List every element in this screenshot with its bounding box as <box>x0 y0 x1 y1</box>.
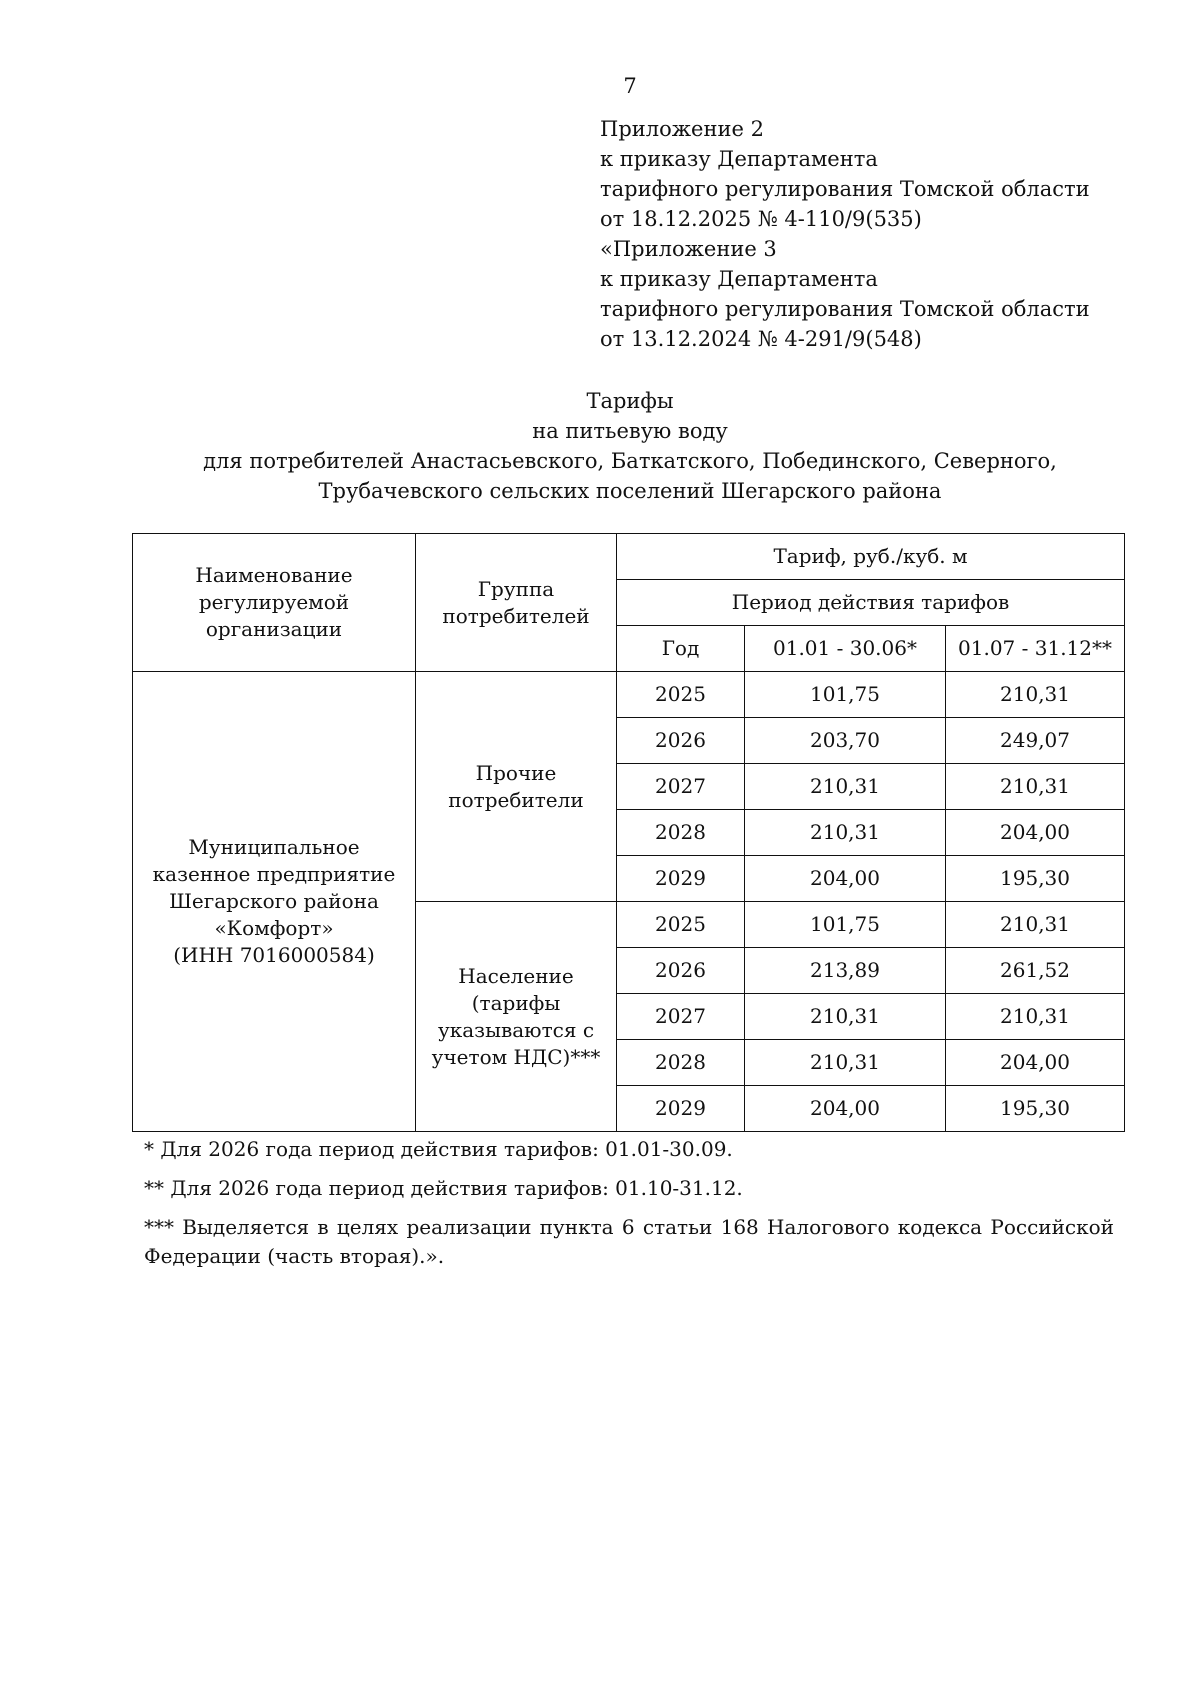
year-cell: 2029 <box>617 856 745 902</box>
year-cell: 2025 <box>617 672 745 718</box>
appendix-line: тарифного регулирования Томской области <box>600 297 1090 321</box>
appendix-line: от 13.12.2024 № 4-291/9(548) <box>600 327 922 351</box>
appendix-line: от 18.12.2025 № 4-110/9(535) <box>600 207 922 231</box>
tariff-cell: 195,30 <box>946 1086 1125 1132</box>
tariff-cell: 210,31 <box>946 672 1125 718</box>
appendix-line: Приложение 2 <box>600 117 764 141</box>
group-cell-population: Население (тарифы указываются с учетом НДС)*** <box>416 902 617 1132</box>
title-line: Трубачевского сельских поселений Шегарского района <box>318 479 942 503</box>
header-year: Год <box>617 626 745 672</box>
tariff-table <box>132 533 1125 1132</box>
appendix-reference <box>600 114 1090 354</box>
footnote: *** Выделяется в целях реализации пункта 6 статьи 168 Налогового кодекса Российской Федерации (часть вторая).». <box>144 1215 1114 1268</box>
tariff-cell: 210,31 <box>946 994 1125 1040</box>
title-line: для потребителей Анастасьевского, Баткатского, Побединского, Северного, <box>203 449 1057 473</box>
page-number: 7 <box>623 74 637 98</box>
appendix-line: тарифного регулирования Томской области <box>600 177 1090 201</box>
year-cell: 2027 <box>617 994 745 1040</box>
tariff-cell: 249,07 <box>946 718 1125 764</box>
tariff-cell: 261,52 <box>946 948 1125 994</box>
year-cell: 2028 <box>617 1040 745 1086</box>
tariff-cell: 204,00 <box>745 856 946 902</box>
title-line: на питьевую воду <box>532 419 728 443</box>
appendix-line: к приказу Департамента <box>600 147 878 171</box>
group-cell-other: Прочие потребители <box>416 672 617 902</box>
table-row <box>133 672 1125 718</box>
header-period: Период действия тарифов <box>617 580 1125 626</box>
footnote: ** Для 2026 года период действия тарифов: 01.10-31.12. <box>144 1176 743 1200</box>
title-line: Тарифы <box>586 389 674 413</box>
year-cell: 2027 <box>617 764 745 810</box>
footnote: * Для 2026 года период действия тарифов: 01.01-30.09. <box>144 1137 733 1161</box>
year-cell: 2026 <box>617 948 745 994</box>
footnotes <box>144 1135 1114 1281</box>
header-period-2: 01.07 - 31.12** <box>946 626 1125 672</box>
tariff-cell: 203,70 <box>745 718 946 764</box>
document-title <box>0 386 1200 506</box>
tariff-cell: 195,30 <box>946 856 1125 902</box>
header-group: Группа потребителей <box>416 534 617 672</box>
year-cell: 2029 <box>617 1086 745 1132</box>
tariff-cell: 101,75 <box>745 902 946 948</box>
tariff-cell: 204,00 <box>946 1040 1125 1086</box>
tariff-cell: 210,31 <box>745 1040 946 1086</box>
tariff-cell: 210,31 <box>946 902 1125 948</box>
tariff-cell: 204,00 <box>946 810 1125 856</box>
header-org: Наименование регулируемой организации <box>133 534 416 672</box>
header-row <box>133 534 1125 580</box>
tariff-cell: 210,31 <box>946 764 1125 810</box>
tariff-cell: 101,75 <box>745 672 946 718</box>
year-cell: 2026 <box>617 718 745 764</box>
tariff-cell: 204,00 <box>745 1086 946 1132</box>
tariff-cell: 210,31 <box>745 994 946 1040</box>
year-cell: 2025 <box>617 902 745 948</box>
tariff-cell: 210,31 <box>745 810 946 856</box>
organization-cell: Муниципальное казенное предприятие Шегарского района «Комфорт» (ИНН 7016000584) <box>133 672 416 1132</box>
year-cell: 2028 <box>617 810 745 856</box>
appendix-line: к приказу Департамента <box>600 267 878 291</box>
tariff-cell: 210,31 <box>745 764 946 810</box>
appendix-line: «Приложение 3 <box>600 237 777 261</box>
header-tariff: Тариф, руб./куб. м <box>617 534 1125 580</box>
tariff-cell: 213,89 <box>745 948 946 994</box>
header-period-1: 01.01 - 30.06* <box>745 626 946 672</box>
